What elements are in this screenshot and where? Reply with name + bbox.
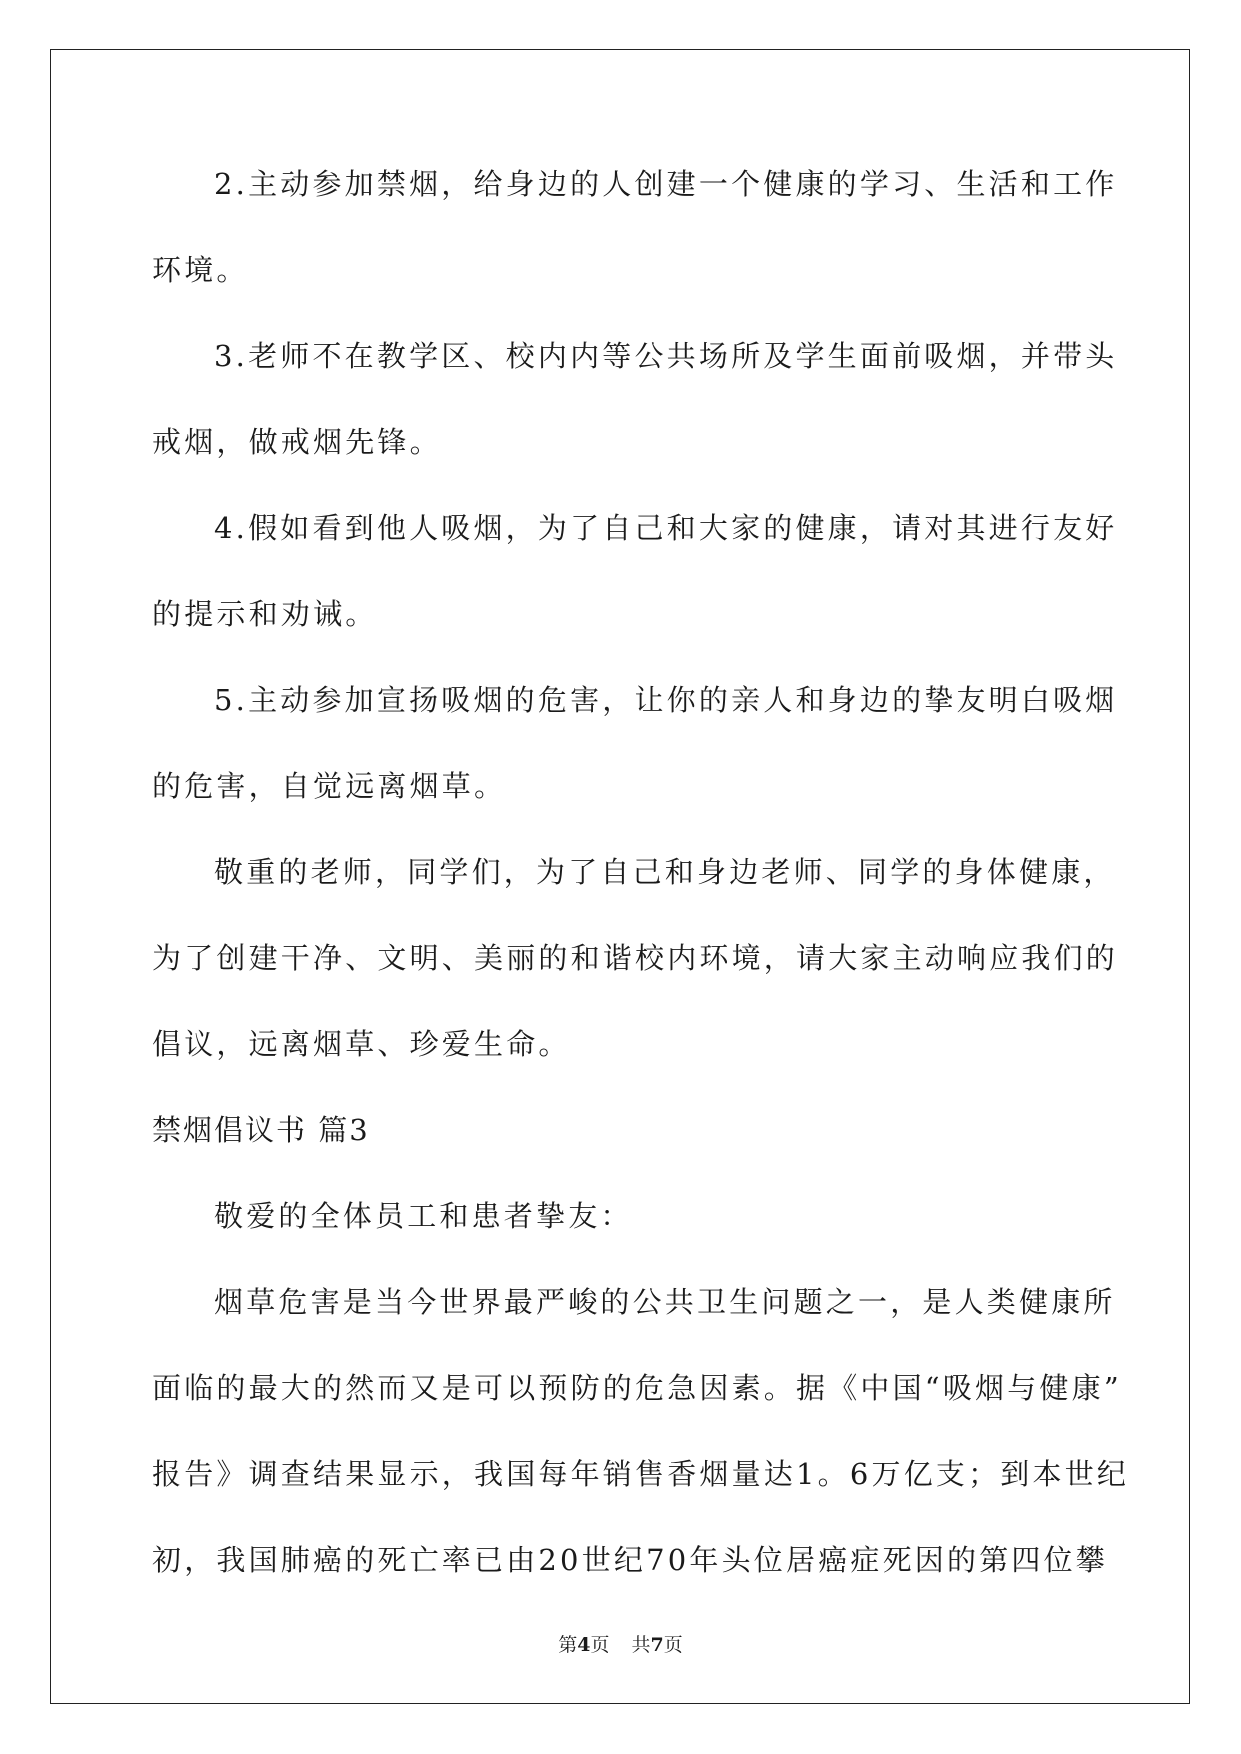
paragraph-line: 报告》调查结果显示，我国每年销售香烟量达1。6万亿支；到本世纪: [152, 1457, 1130, 1491]
paragraph-line: 环境。: [152, 253, 249, 287]
paragraph-line: 烟草危害是当今世界最严峻的公共卫生问题之一，是人类健康所: [214, 1285, 1116, 1319]
page-number: 4: [577, 1634, 591, 1656]
paragraph-line: 戒烟，做戒烟先锋。: [152, 425, 442, 459]
total-pages: 7: [650, 1634, 664, 1656]
salutation-line: 敬爱的全体员工和患者挚友：: [214, 1199, 633, 1233]
paragraph-line: 为了创建干净、文明、美丽的和谐校内环境，请大家主动响应我们的: [152, 941, 1119, 975]
section-heading: 禁烟倡议书 篇3: [152, 1113, 370, 1147]
total-prefix: 共: [631, 1634, 651, 1656]
paragraph-line: 敬重的老师，同学们，为了自己和身边老师、同学的身体健康，: [214, 855, 1116, 889]
paragraph-line: 4.假如看到他人吸烟，为了自己和大家的健康，请对其进行友好: [214, 511, 1118, 545]
paragraph-line: 倡议，远离烟草、珍爱生命。: [152, 1027, 571, 1061]
page-prefix: 第: [558, 1634, 578, 1656]
paragraph-line: 2.主动参加禁烟，给身边的人创建一个健康的学习、生活和工作: [214, 167, 1118, 201]
total-suffix: 页: [663, 1634, 683, 1656]
paragraph-line: 的提示和劝诫。: [152, 597, 378, 631]
page-suffix: 页: [590, 1634, 610, 1656]
paragraph-line: 3.老师不在教学区、校内内等公共场所及学生面前吸烟，并带头: [214, 339, 1118, 373]
paragraph-line: 面临的最大的然而又是可以预防的危急因素。据《中国“吸烟与健康”: [152, 1371, 1122, 1405]
page-footer: [0, 1630, 1241, 1657]
paragraph-line: 5.主动参加宣扬吸烟的危害，让你的亲人和身边的挚友明白吸烟: [214, 683, 1118, 717]
paragraph-line: 初，我国肺癌的死亡率已由20世纪70年头位居癌症死因的第四位攀: [152, 1543, 1109, 1577]
paragraph-line: 的危害，自觉远离烟草。: [152, 769, 507, 803]
document-body: [152, 165, 1130, 1627]
